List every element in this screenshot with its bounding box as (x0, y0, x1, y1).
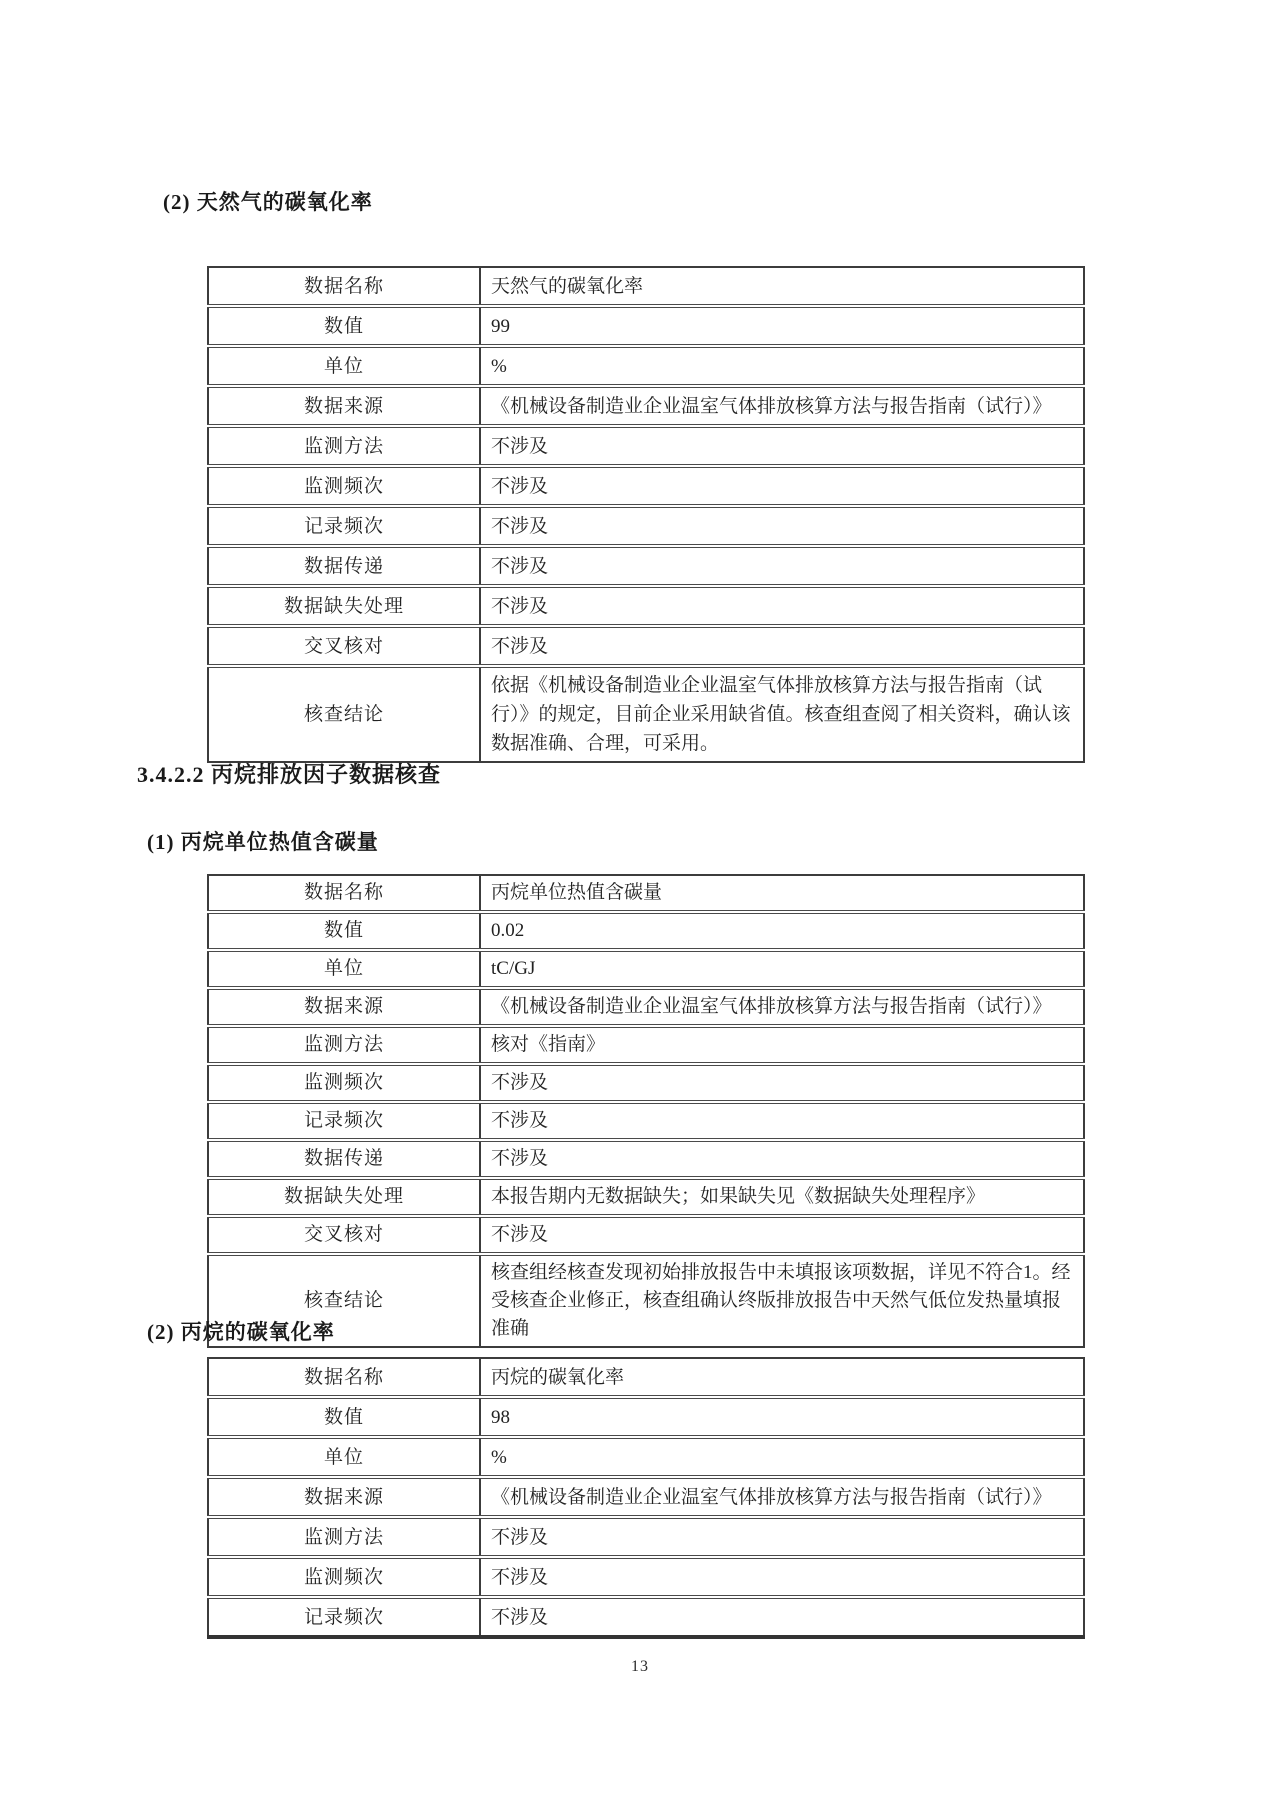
row-label: 数据来源 (208, 386, 480, 426)
row-label: 监测方法 (208, 1517, 480, 1557)
row-label: 单位 (208, 950, 480, 988)
table-row (208, 1254, 1084, 1347)
table-row (208, 988, 1084, 1026)
row-label: 记录频次 (208, 1597, 480, 1637)
row-label: 数值 (208, 306, 480, 346)
row-value: 依据《机械设备制造业企业温室气体排放核算方法与报告指南（试行）》的规定，目前企业采用缺省值。核查组查阅了相关资料，确认该数据准确、合理，可采用。 (480, 666, 1084, 762)
table-row (208, 875, 1084, 912)
row-value: 不涉及 (480, 1597, 1084, 1637)
row-value: % (480, 1437, 1084, 1477)
row-value: 不涉及 (480, 1557, 1084, 1597)
heading-natural-gas-oxidation-rate: (2) 天然气的碳氧化率 (163, 190, 373, 214)
row-value: tC/GJ (480, 950, 1084, 988)
row-label: 监测方法 (208, 1026, 480, 1064)
row-value: 不涉及 (480, 586, 1084, 626)
table-row (208, 1557, 1084, 1597)
row-value: 99 (480, 306, 1084, 346)
table-row (208, 546, 1084, 586)
row-value: 不涉及 (480, 1216, 1084, 1254)
heading-propane-carbon-content: (1) 丙烷单位热值含碳量 (147, 830, 379, 854)
table-row (208, 586, 1084, 626)
row-value: 核对《指南》 (480, 1026, 1084, 1064)
row-value: 天然气的碳氧化率 (491, 275, 644, 297)
propane-carbon-content-table (207, 874, 1085, 1348)
table-row (208, 1517, 1084, 1557)
row-value: 本报告期内无数据缺失；如果缺失见《数据缺失处理程序》 (480, 1178, 1084, 1216)
row-label: 数据缺失处理 (208, 1178, 480, 1216)
row-label: 数据名称 (208, 875, 480, 912)
table-row (208, 912, 1084, 950)
table-row (208, 1358, 1084, 1397)
table-row (208, 1102, 1084, 1140)
row-label: 数据名称 (208, 1358, 480, 1397)
table-row (208, 950, 1084, 988)
table-row (208, 466, 1084, 506)
row-label: 数据来源 (208, 988, 480, 1026)
row-label: 监测频次 (208, 466, 480, 506)
row-label: 数据名称 (208, 267, 480, 306)
row-value: 不涉及 (480, 1517, 1084, 1557)
row-value: % (480, 346, 1084, 386)
table-row (208, 1397, 1084, 1437)
row-value: 不涉及 (480, 466, 1084, 506)
page-number: 13 (631, 1658, 649, 1675)
row-label: 数值 (208, 912, 480, 950)
row-label: 记录频次 (208, 506, 480, 546)
row-value: 丙烷单位热值含碳量 (491, 882, 663, 903)
propane-oxidation-table (207, 1357, 1085, 1639)
table-row (208, 306, 1084, 346)
table-row (208, 1026, 1084, 1064)
row-label: 数值 (208, 1397, 480, 1437)
row-value: 《机械设备制造业企业温室气体排放核算方法与报告指南（试行）》 (480, 988, 1084, 1026)
table-row (208, 267, 1084, 306)
row-label: 单位 (208, 1437, 480, 1477)
table-row (208, 1597, 1084, 1637)
row-value: 不涉及 (480, 546, 1084, 586)
row-value: 核查组经核查发现初始排放报告中未填报该项数据，详见不符合1。经受核查企业修正，核查组确认终版排放报告中天然气低位发热量填报准确 (480, 1254, 1084, 1347)
row-value: 《机械设备制造业企业温室气体排放核算方法与报告指南（试行）》 (480, 386, 1084, 426)
row-label: 监测频次 (208, 1064, 480, 1102)
row-value: 不涉及 (480, 1102, 1084, 1140)
row-label: 监测频次 (208, 1557, 480, 1597)
row-value: 不涉及 (480, 426, 1084, 466)
row-value: 丙烷的碳氧化率 (491, 1366, 625, 1388)
row-value: 98 (480, 1397, 1084, 1437)
table-row (208, 1216, 1084, 1254)
row-label: 核查结论 (208, 1254, 480, 1347)
heading-propane-oxidation-rate: (2) 丙烷的碳氧化率 (147, 1320, 335, 1344)
heading-propane-emission-factor-section: 3.4.2.2 丙烷排放因子数据核查 (137, 762, 442, 787)
row-value: 不涉及 (480, 626, 1084, 666)
table-row (208, 1064, 1084, 1102)
table-row (208, 666, 1084, 762)
row-value: 不涉及 (480, 506, 1084, 546)
row-label: 交叉核对 (208, 626, 480, 666)
row-label: 数据来源 (208, 1477, 480, 1517)
row-label: 记录频次 (208, 1102, 480, 1140)
table-row (208, 1437, 1084, 1477)
row-label: 交叉核对 (208, 1216, 480, 1254)
row-label: 数据传递 (208, 1140, 480, 1178)
table-row (208, 426, 1084, 466)
table-row (208, 506, 1084, 546)
table-row (208, 1477, 1084, 1517)
table-row (208, 1178, 1084, 1216)
table-row (208, 386, 1084, 426)
row-value: 不涉及 (480, 1064, 1084, 1102)
row-value: 0.02 (480, 912, 1084, 950)
natural-gas-oxidation-table (207, 266, 1085, 763)
table-row (208, 1140, 1084, 1178)
row-label: 数据缺失处理 (208, 586, 480, 626)
table-row (208, 346, 1084, 386)
row-value: 《机械设备制造业企业温室气体排放核算方法与报告指南（试行）》 (480, 1477, 1084, 1517)
row-label: 核查结论 (208, 666, 480, 762)
row-label: 单位 (208, 346, 480, 386)
row-label: 监测方法 (208, 426, 480, 466)
row-value: 不涉及 (480, 1140, 1084, 1178)
row-label: 数据传递 (208, 546, 480, 586)
table-row (208, 626, 1084, 666)
